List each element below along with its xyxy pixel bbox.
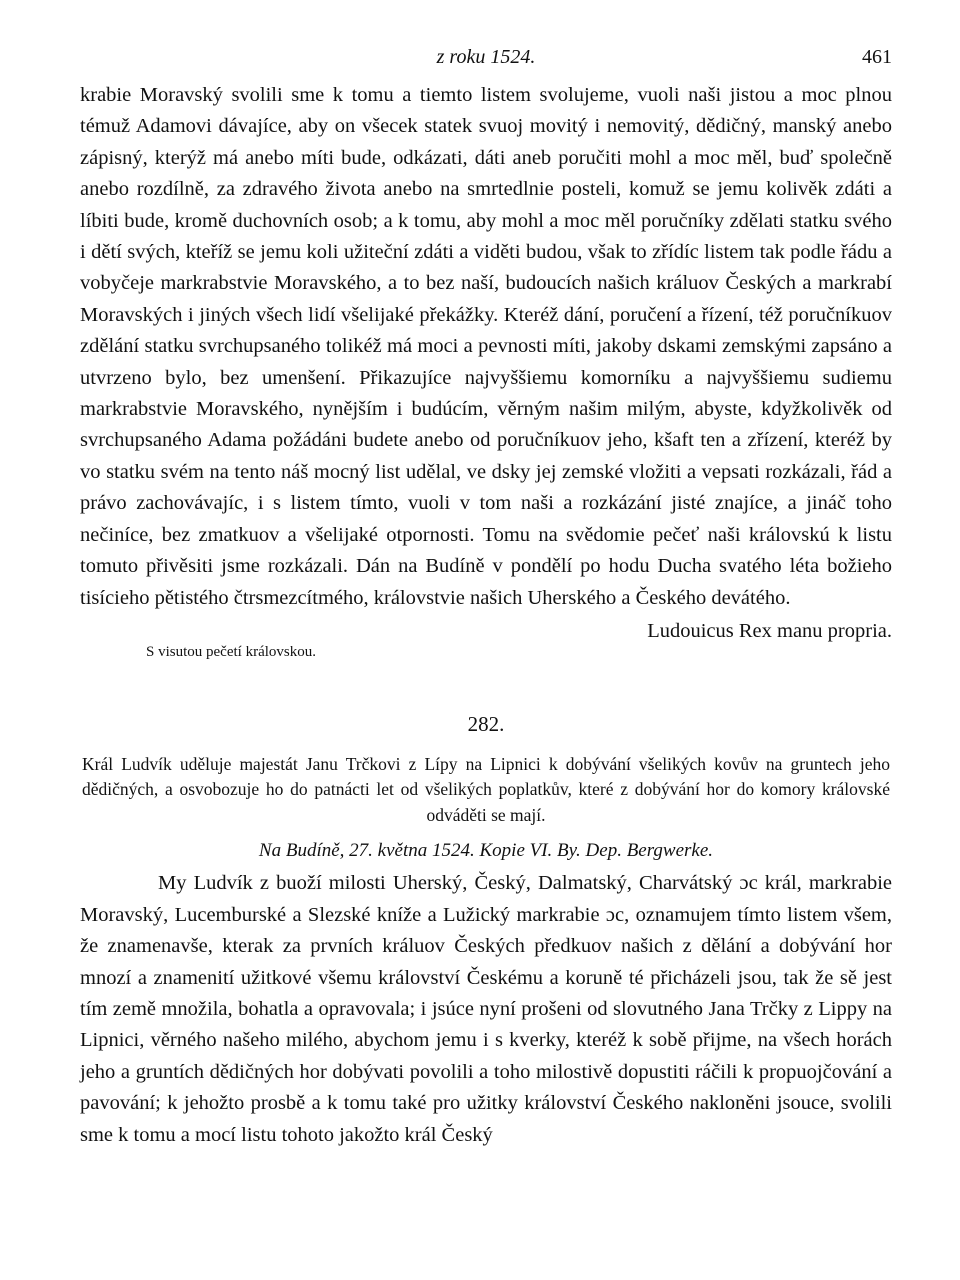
document-281-body: krabie Moravský svolili sme k tomu a tiemto listem svolujeme, vuoli naši jistou a moc plnou témuž Adamovi dávajíce, aby on všecek statek svuoj movitý i nemovitý, dědičný, manský anebo zápisný, kterýž má anebo míti bude, odkázati, dáti aneb poručiti mohl a moc měl, buď společně anebo rozdílně, za zdravého života anebo na smrtedlnie posteli, komuž se jemu kolivěk zdáti a líbiti bude, kromě duchovních osob; a k tomu, aby mohl a moc měl poručníky zdělati statku svého i dětí svých, kteříž se jemu koli užiteční zdáti a viděti budou, však to zřídíc listem tak podle řádu a vobyčeje markrabstvie Moravského, a to bez naší, budoucích našich králuov Českých a markrabí Moravských i jiných všech lidí všelijaké překážky. Kteréž dání, poručení a řízení, též poručníkuov zdělání statku svrchupsaného tolikéž má moci a pevnosti míti, jakoby dskami zemskými zapsáno a utvrzeno bylo, bez umenšení. Přikazujíce najvyššiemu komorníku a najvyššiemu sudiemu markrabstvie Moravského, nynějším i budúcím, věrným našim milým, abyste, kdyžkolivěk od svrchupsaného Adama požádáni budete anebo od poručníkuov jeho, kšaft ten a zřízení, kteréž by vo statku svém na tento náš mocný list udělal, ve dsky jej zemské vložiti a vepsati rozkázali, řád a právo zachovávajíc, i s listem tímto, vuoli v tom naši a rozkázání jisté znajíce, a jináč toho nečiníce, bez zmatkuov a všelijaké otpornosti. Tomu na svědomie pečeť naši královskú k listu tomuto přivěsiti jsme rozkázali. Dán na Budíně v pondělí po hodu Ducha svatého léta božieho tisícieho pětistého čtrsmezcítmého, královstvie našich Uherského a Českého devátého. — [80, 84, 892, 609]
seal-note: S visutou pečetí královskou. — [146, 643, 316, 660]
running-title: z roku 1524. — [436, 46, 536, 68]
document-regest: Král Ludvík uděluje majestát Janu Trčkovi z Lípy na Lipnici k dobývání všelikých kovův na gruntech jeho dědičných, a osvobozuje ho do patnácti let od všelikých poplatkův, které z dobývání hor do komory královské odváděti se mají. — [82, 753, 890, 825]
book-page — [80, 40, 892, 1260]
page-number: 461 — [862, 46, 892, 68]
document-dating: Na Budíně, 27. května 1524. Kopie VI. By. Dep. Bergwerke. — [258, 840, 714, 862]
document-281-closing — [80, 614, 892, 670]
document-number: 282. — [467, 711, 505, 736]
running-head — [80, 40, 892, 80]
document-282-text — [80, 868, 892, 1151]
document-281-text — [80, 80, 892, 614]
royal-signature: Ludouicus Rex manu propria. — [647, 619, 892, 642]
document-282-body: My Ludvík z buoží milosti Uherský, Český, Dalmatský, Charvátský ɔc král, markrabie Moravský, Lucemburské a Slezské kníže a Lužický markrabie ɔc, oznamujem tímto listem všem, že znamenavše, kterak za prvních králuov Českých předkuov našich z dělání a dobývání hor mnozí a znamenití užitkové všemu království Českému a koruně té přicházeli jsou, tak že sě jest tím země množila, bohatla a opravovala; i jsúce nyní prošeni od slovutného Jana Trčky z Lippy na Lipnici, věrného našeho milého, abychom jemu i s kverky, kteréž k sobě přijme, na všech horách jeho a gruntích dědičných hor dobývati povolili a toho milostivě dopustiti ráčili k propuojčování a pavování; k jehožto prosbě a k tomu také pro užitky království Českého nakloněni jsouce, svolili sme k tomu a mocí listu tohoto jakožto král Český — [80, 872, 892, 1146]
